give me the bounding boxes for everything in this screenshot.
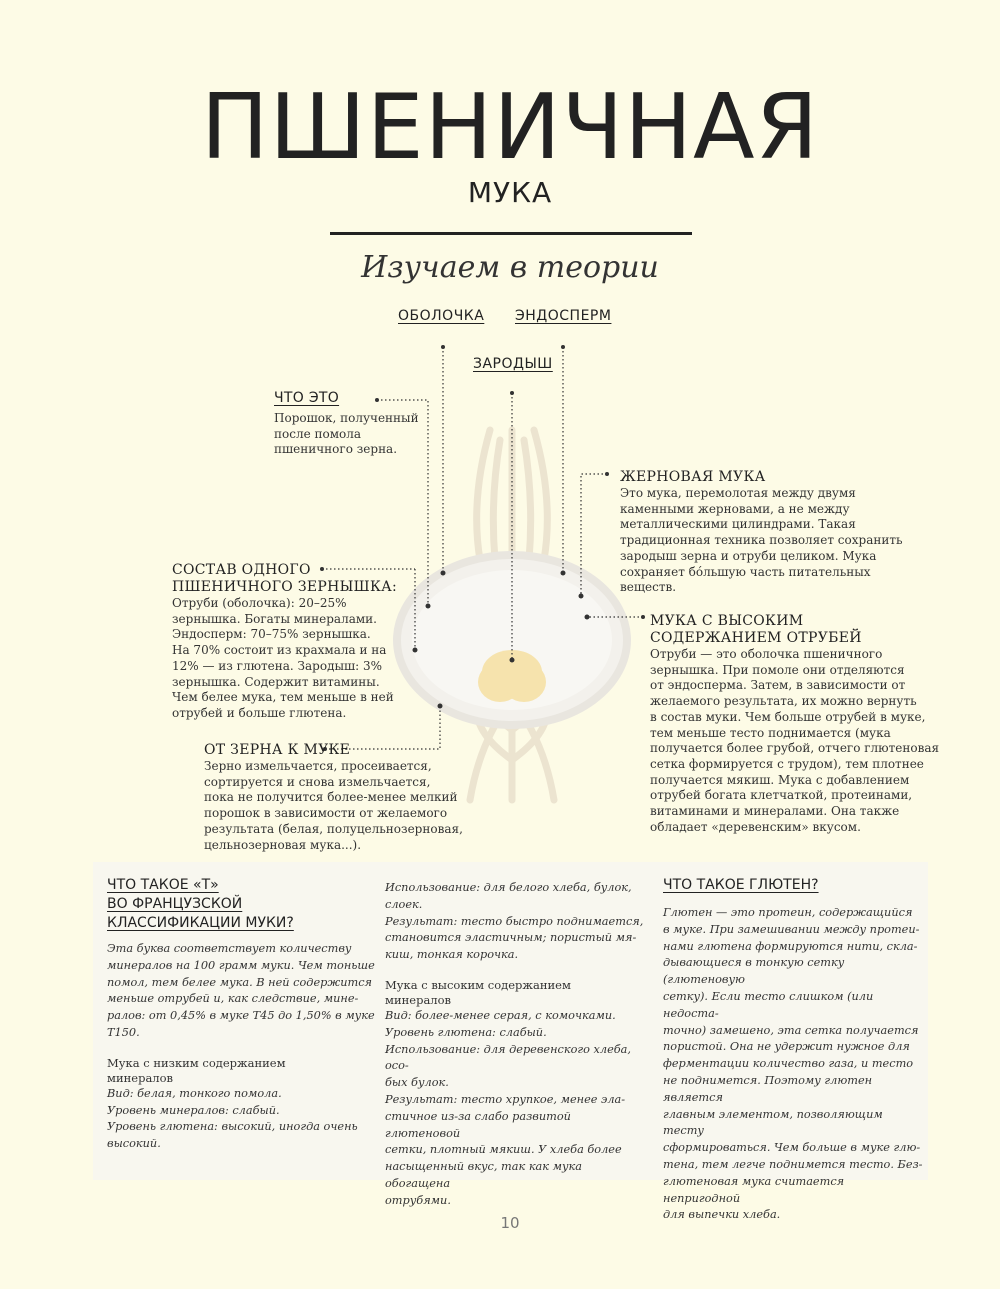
text-line: ферментации количество газа, и тесто <box>663 1057 914 1071</box>
text-line: получается более грубой, отчего глютеновая <box>650 741 940 756</box>
text-line: сортируется и снова измельчается, <box>204 774 431 789</box>
text-line: порошок в зависимости от желаемого <box>204 806 448 821</box>
text-line: Использование: для деревенского хлеба, осо- <box>385 1042 632 1073</box>
page-title: ПШЕНИЧНАЯ <box>200 75 820 180</box>
text-line: минералов на 100 грамм муки. Чем тоньше <box>107 958 375 972</box>
text-line: киш, тонкая корочка. <box>385 948 519 962</box>
gluten-title: ЧТО ТАКОЕ ГЛЮТЕН? <box>663 877 819 893</box>
text-line: металлическими цилиндрами. Такая <box>620 517 856 532</box>
text-line: нами глютена формируются нити, скла- <box>663 939 918 953</box>
text-line: сетки, плотный мякиш. У хлеба более <box>385 1143 622 1157</box>
text-line: от эндосперма. Затем, в зависимости от <box>650 678 906 693</box>
text-line: в муке. При замешивании между протеи- <box>663 922 920 936</box>
composition-title-line: СОСТАВ ОДНОГО <box>172 562 311 578</box>
text-line: дывающиеся в тонкую сетку (глютеновую <box>663 956 845 987</box>
text-line: меньше отрубей и, как следствие, мине- <box>107 992 359 1006</box>
text-line: бых булок. <box>385 1076 449 1090</box>
panel-col-usage <box>385 880 645 1210</box>
label-germ: ЗАРОДЫШ <box>473 356 553 372</box>
text-line: Отруби — это оболочка пшеничного <box>650 647 883 661</box>
text-line: в состав муки. Чем больше отрубей в муке, <box>650 709 926 724</box>
text-line: Уровень глютена: высокий, иногда очень <box>107 1120 358 1134</box>
text-line: традиционная техника позволяет сохранить <box>620 533 903 548</box>
composition-title-line: ПШЕНИЧНОГО ЗЕРНЫШКА: <box>172 579 398 595</box>
text-line: тем меньше тесто поднимается (мука <box>650 725 891 740</box>
text-line: сетку). Если тесто слишком (или недоста- <box>663 989 874 1020</box>
text-line: Эндосперм: 70–75% зернышка. <box>172 627 371 642</box>
text-line: сохраняет бóльшую часть питательных <box>620 564 871 579</box>
text-line: получается мякиш. Мука с добавлением <box>650 772 910 787</box>
page-number: 10 <box>500 1214 520 1232</box>
grain-composition-block <box>172 562 412 722</box>
text-line: Уровень глютена: слабый. <box>385 1025 547 1039</box>
text-line: высокий. <box>107 1137 161 1151</box>
t-title-line: ВО ФРАНЦУЗСКОЙ <box>107 896 243 912</box>
high-mineral-title-line: минералов <box>385 992 452 1007</box>
panel-col-gluten <box>663 876 923 1224</box>
text-line: отрубей и больше глютена. <box>172 705 347 720</box>
text-line: насыщенный вкус, так как мука обогащена <box>385 1160 583 1190</box>
text-line: сетка формируется с трудом), тем плотнее <box>650 756 924 771</box>
text-line: помол, тем белее мука. В ней содержится <box>107 975 373 989</box>
section-script-title: Изучаем в теории <box>361 250 659 285</box>
text-line: Результат: тесто хрупкое, менее эла- <box>385 1092 626 1106</box>
text-line: после помола <box>274 426 362 441</box>
high-bran-block <box>650 613 940 835</box>
text-line: Это мука, перемолотая между двумя <box>620 486 856 500</box>
text-line: отрубей богата клетчаткой, протеинами, <box>650 788 913 803</box>
panel-col-t-classification <box>107 876 377 1153</box>
text-line: Глютен — это протеин, содержащийся <box>663 906 913 919</box>
text-line: Т150. <box>107 1025 140 1039</box>
low-mineral-title-line: Мука с низким содержанием <box>107 1055 286 1070</box>
text-line: для выпечки хлеба. <box>663 1208 781 1222</box>
low-mineral-title-line: минералов <box>107 1070 174 1085</box>
grain-to-flour-title: ОТ ЗЕРНА К МУКЕ <box>204 742 351 758</box>
text-line: не поднимется. Поэтому глютен является <box>663 1073 873 1104</box>
t-title-line: ЧТО ТАКОЕ «Т» <box>107 877 219 893</box>
text-line: зернышка. При помоле они отделяются <box>650 662 905 677</box>
text-line: цельнозерновая мука...). <box>204 837 362 852</box>
text-line: Порошок, полученный <box>274 411 419 425</box>
text-line: желаемого результата, их можно вернуть <box>650 694 917 709</box>
text-line: Использование: для белого хлеба, булок, <box>385 881 632 894</box>
text-line: 12% — из глютена. Зародыш: 3% <box>172 658 383 673</box>
text-line: сформироваться. Чем больше в муке глю- <box>663 1141 921 1155</box>
text-line: обладает «деревенским» вкусом. <box>650 819 861 834</box>
text-line: отрубями. <box>385 1193 451 1207</box>
text-line: слоек. <box>385 897 423 911</box>
text-line: Зерно измельчается, просеивается, <box>204 759 432 773</box>
text-line: ралов: от 0,45% в муке Т45 до 1,50% в муке <box>107 1009 375 1023</box>
text-line: точно) замешено, эта сетка получается <box>663 1023 919 1037</box>
text-line: Эта буква соответствует количеству <box>107 942 352 955</box>
text-line: Вид: белая, тонкого помола. <box>107 1086 282 1100</box>
text-line: витаминами и минералами. Она также <box>650 804 900 819</box>
label-shell: ОБОЛОЧКА <box>398 308 485 324</box>
text-line: глютеновая мука считается непригодной <box>663 1174 845 1205</box>
text-line: тена, тем легче поднимется тесто. Без- <box>663 1157 923 1171</box>
text-line: Вид: более-менее серая, с комочками. <box>385 1008 616 1022</box>
text-line: пшеничного зерна. <box>274 442 398 457</box>
high-bran-title-line: СОДЕРЖАНИЕМ ОТРУБЕЙ <box>650 630 862 646</box>
text-line: веществ. <box>620 580 677 595</box>
t-title-line: КЛАССИФИКАЦИИ МУКИ? <box>107 915 294 931</box>
high-mineral-title-line: Мука с высоким содержанием <box>385 977 571 992</box>
what-is-block <box>274 390 444 458</box>
text-line: зернышка. Содержит витамины. <box>172 674 380 689</box>
text-line: Чем белее мука, тем меньше в ней <box>172 690 394 705</box>
stone-flour-title: ЖЕРНОВАЯ МУКА <box>620 469 766 485</box>
what-is-title: ЧТО ЭТО <box>274 390 340 406</box>
label-endosperm: ЭНДОСПЕРМ <box>515 308 612 324</box>
text-line: главным элементом, позволяющим тесту <box>663 1107 883 1138</box>
text-line: зернышка. Богаты минералами. <box>172 611 377 626</box>
stone-flour-block <box>620 469 920 596</box>
text-line: зародыш зерна и отруби целиком. Мука <box>620 548 877 563</box>
high-bran-title-line: МУКА С ВЫСОКИМ <box>650 613 804 629</box>
text-line: каменными жерновами, а не между <box>620 501 850 516</box>
text-line: Результат: тесто быстро поднимается, <box>385 914 644 928</box>
text-line: стичное из-за слабо развитой глютеновой <box>385 1109 571 1140</box>
page-subtitle: МУКА <box>467 176 553 209</box>
text-line: становится эластичным; пористый мя- <box>385 931 637 945</box>
text-line: На 70% состоит из крахмала и на <box>172 643 387 658</box>
text-line: Уровень минералов: слабый. <box>107 1103 280 1117</box>
text-line: результата (белая, полуцельнозерновая, <box>204 821 463 836</box>
text-line: пока не получится более-менее мелкий <box>204 790 458 805</box>
text-line: пористой. Она не удержит нужное для <box>663 1040 910 1054</box>
text-line: Отруби (оболочка): 20–25% <box>172 596 347 610</box>
grain-to-flour-block <box>204 742 464 853</box>
